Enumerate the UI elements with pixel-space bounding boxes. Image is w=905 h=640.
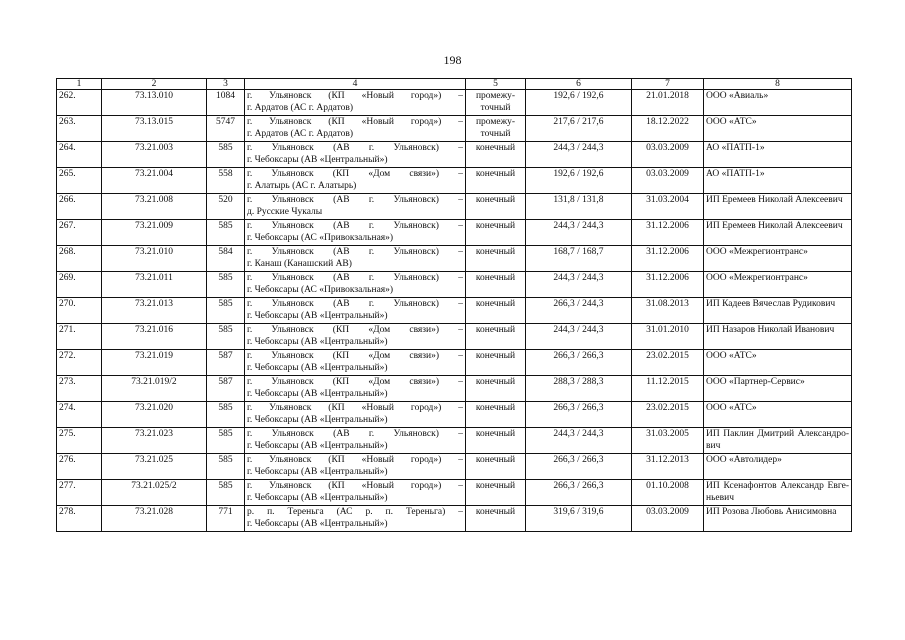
route-code: 73.21.025/2 xyxy=(102,480,207,506)
route-length: 585 xyxy=(207,454,245,480)
header-row xyxy=(57,79,852,90)
carrier-name xyxy=(704,506,852,532)
route-name-line: г. Чебоксары (АВ «Центральный») xyxy=(247,466,388,477)
row-number: 272. xyxy=(57,350,102,376)
start-date: 23.02.2015 xyxy=(632,402,704,428)
column-header: 6 xyxy=(526,79,632,90)
column-header: 8 xyxy=(704,79,852,90)
route-code: 73.21.009 xyxy=(102,220,207,246)
route-name xyxy=(245,480,466,506)
stop-type-line: конечный xyxy=(475,247,516,257)
row-number: 268. xyxy=(57,246,102,272)
row-number: 278. xyxy=(57,506,102,532)
route-name-line: г. Чебоксары (АВ «Центральный») xyxy=(247,492,388,503)
carrier-name-line: ИП Назаров Николай Иванович xyxy=(706,325,835,335)
route-code: 73.21.013 xyxy=(102,298,207,324)
column-header: 5 xyxy=(466,79,526,90)
row-number: 277. xyxy=(57,480,102,506)
route-name xyxy=(245,90,466,116)
route-name-line: г. Чебоксары (АС «Привокзальная») xyxy=(247,232,394,243)
route-name-line: г. Ульяновск (АВ г. Ульяновск) – xyxy=(247,143,463,153)
route-name-line: г. Ульяновск (КП «Дом связи») – xyxy=(247,377,463,387)
route-code: 73.13.015 xyxy=(102,116,207,142)
row-number: 270. xyxy=(57,298,102,324)
route-name-line: г. Чебоксары (АВ «Центральный») xyxy=(247,388,388,399)
stop-type xyxy=(466,168,526,194)
start-date: 31.01.2010 xyxy=(632,324,704,350)
distance: 266,3 / 244,3 xyxy=(526,298,632,324)
route-name xyxy=(245,246,466,272)
carrier-name xyxy=(704,272,852,298)
carrier-name xyxy=(704,298,852,324)
distance: 168,7 / 168,7 xyxy=(526,246,632,272)
column-header: 1 xyxy=(57,79,102,90)
route-name-line: г. Ульяновск (КП «Дом связи») – xyxy=(247,351,463,361)
carrier-name-line: вич xyxy=(706,440,721,451)
route-code: 73.21.004 xyxy=(102,168,207,194)
start-date: 18.12.2022 xyxy=(632,116,704,142)
route-name xyxy=(245,272,466,298)
table-row xyxy=(57,428,852,454)
carrier-name xyxy=(704,428,852,454)
stop-type xyxy=(466,428,526,454)
distance: 266,3 / 266,3 xyxy=(526,480,632,506)
carrier-name xyxy=(704,350,852,376)
route-name xyxy=(245,220,466,246)
stop-type-line: конечный xyxy=(475,169,516,179)
route-name-line: г. Ульяновск (АВ г. Ульяновск) – xyxy=(247,221,463,231)
route-length: 587 xyxy=(207,350,245,376)
stop-type xyxy=(466,350,526,376)
carrier-name-line: ИП Паклин Дмитрий Александро- xyxy=(706,429,849,439)
carrier-name xyxy=(704,376,852,402)
route-name-line: г. Ульяновск (КП «Дом связи») – xyxy=(247,169,463,179)
route-name-line: г. Ульяновск (АВ г. Ульяновск) – xyxy=(247,429,463,439)
route-name xyxy=(245,454,466,480)
stop-type-line: конечный xyxy=(475,273,516,283)
route-name xyxy=(245,194,466,220)
route-length: 584 xyxy=(207,246,245,272)
carrier-name-line: ИП Розова Любовь Анисимовна xyxy=(706,507,837,517)
route-length: 585 xyxy=(207,324,245,350)
column-header: 3 xyxy=(207,79,245,90)
start-date: 03.03.2009 xyxy=(632,506,704,532)
route-name-line: г. Ульяновск (АВ г. Ульяновск) – xyxy=(247,273,463,283)
carrier-name-line: ООО «Автолидер» xyxy=(706,455,782,465)
stop-type xyxy=(466,506,526,532)
route-name xyxy=(245,116,466,142)
route-name xyxy=(245,350,466,376)
column-header: 7 xyxy=(632,79,704,90)
route-length: 558 xyxy=(207,168,245,194)
start-date: 11.12.2015 xyxy=(632,376,704,402)
route-name-line: г. Ульяновск (КП «Новый город») – xyxy=(247,455,463,465)
route-length: 585 xyxy=(207,220,245,246)
route-name-line: г. Чебоксары (АВ «Центральный») xyxy=(247,310,388,321)
stop-type xyxy=(466,246,526,272)
table-row xyxy=(57,506,852,532)
route-name-line: г. Ардатов (АС г. Ардатов) xyxy=(247,102,354,113)
route-length: 585 xyxy=(207,402,245,428)
route-name-line: г. Чебоксары (АВ «Центральный») xyxy=(247,440,388,451)
route-name-line: г. Ульяновск (КП «Новый город») – xyxy=(247,117,463,127)
carrier-name xyxy=(704,142,852,168)
route-name-line: г. Ульяновск (КП «Дом связи») – xyxy=(247,325,463,335)
route-name-line: г. Ульяновск (КП «Новый город») – xyxy=(247,403,463,413)
route-name-line: г. Ульяновск (АВ г. Ульяновск) – xyxy=(247,299,463,309)
row-number: 271. xyxy=(57,324,102,350)
stop-type-line: конечный xyxy=(475,481,516,491)
carrier-name xyxy=(704,168,852,194)
route-name-line: г. Чебоксары (АС «Привокзальная») xyxy=(247,284,394,295)
table-row xyxy=(57,246,852,272)
distance: 217,6 / 217,6 xyxy=(526,116,632,142)
table-row xyxy=(57,194,852,220)
stop-type xyxy=(466,272,526,298)
route-name-line: г. Канаш (Канашский АВ) xyxy=(247,258,352,269)
routes-table xyxy=(56,78,852,532)
table-row xyxy=(57,298,852,324)
route-code: 73.21.011 xyxy=(102,272,207,298)
route-length: 585 xyxy=(207,428,245,454)
table-row xyxy=(57,376,852,402)
carrier-name xyxy=(704,194,852,220)
route-name-line: г. Чебоксары (АВ «Центральный») xyxy=(247,154,388,165)
carrier-name-line: ООО «Межрегионтранс» xyxy=(706,273,808,283)
route-code: 73.21.019/2 xyxy=(102,376,207,402)
route-length: 5747 xyxy=(207,116,245,142)
start-date: 23.02.2015 xyxy=(632,350,704,376)
distance: 244,3 / 244,3 xyxy=(526,220,632,246)
route-name-line: г. Чебоксары (АВ «Центральный») xyxy=(247,518,388,529)
route-name-line: г. Ульяновск (КП «Новый город») – xyxy=(247,481,463,491)
carrier-name xyxy=(704,90,852,116)
start-date: 03.03.2009 xyxy=(632,142,704,168)
route-name-line: г. Ульяновск (АВ г. Ульяновск) – xyxy=(247,195,463,205)
start-date: 31.03.2004 xyxy=(632,194,704,220)
stop-type-line: конечный xyxy=(475,429,516,439)
carrier-name-line: ООО «Межрегионтранс» xyxy=(706,247,808,257)
stop-type-line: точный xyxy=(480,102,511,113)
row-number: 264. xyxy=(57,142,102,168)
route-code: 73.21.010 xyxy=(102,246,207,272)
stop-type xyxy=(466,298,526,324)
stop-type-line: точный xyxy=(480,128,511,139)
route-code: 73.21.016 xyxy=(102,324,207,350)
carrier-name xyxy=(704,454,852,480)
route-length: 585 xyxy=(207,142,245,168)
route-name xyxy=(245,142,466,168)
carrier-name-line: ООО «Авиаль» xyxy=(706,91,769,101)
carrier-name-line: ИП Еремеев Николай Алексеевич xyxy=(706,195,843,205)
route-name-line: г. Чебоксары (АВ «Центральный») xyxy=(247,336,388,347)
row-number: 273. xyxy=(57,376,102,402)
start-date: 31.12.2013 xyxy=(632,454,704,480)
start-date: 31.12.2006 xyxy=(632,246,704,272)
route-name-line: г. Чебоксары (АВ «Центральный») xyxy=(247,414,388,425)
table-row xyxy=(57,168,852,194)
stop-type-line: конечный xyxy=(475,377,516,387)
page-number: 198 xyxy=(443,53,462,67)
stop-type xyxy=(466,324,526,350)
carrier-name-line: ООО «АТС» xyxy=(706,351,757,361)
row-number: 274. xyxy=(57,402,102,428)
start-date: 03.03.2009 xyxy=(632,168,704,194)
carrier-name-line: АО «ПАТП-1» xyxy=(706,143,765,153)
carrier-name-line: ньевич xyxy=(706,492,734,503)
table-row xyxy=(57,272,852,298)
table-row xyxy=(57,480,852,506)
route-name xyxy=(245,428,466,454)
stop-type xyxy=(466,90,526,116)
row-number: 266. xyxy=(57,194,102,220)
route-name-line: д. Русские Чукалы xyxy=(247,206,323,217)
distance: 288,3 / 288,3 xyxy=(526,376,632,402)
carrier-name xyxy=(704,246,852,272)
carrier-name-line: ИП Ксенафонтов Александр Евге- xyxy=(706,481,849,491)
stop-type xyxy=(466,454,526,480)
route-name-line: г. Ардатов (АС г. Ардатов) xyxy=(247,128,354,139)
stop-type xyxy=(466,402,526,428)
carrier-name xyxy=(704,324,852,350)
route-length: 585 xyxy=(207,272,245,298)
start-date: 31.03.2005 xyxy=(632,428,704,454)
distance: 244,3 / 244,3 xyxy=(526,272,632,298)
route-code: 73.21.019 xyxy=(102,350,207,376)
start-date: 31.12.2006 xyxy=(632,220,704,246)
route-name xyxy=(245,402,466,428)
start-date: 21.01.2018 xyxy=(632,90,704,116)
distance: 244,3 / 244,3 xyxy=(526,324,632,350)
start-date: 01.10.2008 xyxy=(632,480,704,506)
route-code: 73.21.025 xyxy=(102,454,207,480)
route-name xyxy=(245,298,466,324)
table-row xyxy=(57,402,852,428)
route-code: 73.13.010 xyxy=(102,90,207,116)
table-row xyxy=(57,142,852,168)
row-number: 262. xyxy=(57,90,102,116)
stop-type-line: конечный xyxy=(475,351,516,361)
route-name-line: г. Алатырь (АС г. Алатырь) xyxy=(247,180,357,191)
route-length: 585 xyxy=(207,298,245,324)
carrier-name xyxy=(704,220,852,246)
row-number: 275. xyxy=(57,428,102,454)
carrier-name xyxy=(704,402,852,428)
stop-type-line: промежу- xyxy=(475,91,516,101)
route-name xyxy=(245,324,466,350)
stop-type xyxy=(466,142,526,168)
route-name-line: р. п. Тереньга (АС р. п. Тереньга) – xyxy=(247,507,463,517)
carrier-name-line: ООО «Партнер-Сервис» xyxy=(706,377,805,387)
route-name-line: г. Чебоксары (АВ «Центральный») xyxy=(247,362,388,373)
distance: 244,3 / 244,3 xyxy=(526,142,632,168)
distance: 266,3 / 266,3 xyxy=(526,350,632,376)
distance: 244,3 / 244,3 xyxy=(526,428,632,454)
stop-type-line: конечный xyxy=(475,403,516,413)
stop-type-line: конечный xyxy=(475,507,516,517)
stop-type-line: конечный xyxy=(475,221,516,231)
stop-type-line: конечный xyxy=(475,325,516,335)
route-length: 771 xyxy=(207,506,245,532)
stop-type-line: конечный xyxy=(475,143,516,153)
carrier-name-line: ООО «АТС» xyxy=(706,117,757,127)
stop-type-line: конечный xyxy=(475,195,516,205)
row-number: 276. xyxy=(57,454,102,480)
route-length: 587 xyxy=(207,376,245,402)
route-length: 1084 xyxy=(207,90,245,116)
stop-type xyxy=(466,220,526,246)
route-name-line: г. Ульяновск (АВ г. Ульяновск) – xyxy=(247,247,463,257)
stop-type-line: конечный xyxy=(475,299,516,309)
table-row xyxy=(57,350,852,376)
distance: 319,6 / 319,6 xyxy=(526,506,632,532)
stop-type xyxy=(466,116,526,142)
stop-type-line: конечный xyxy=(475,455,516,465)
row-number: 269. xyxy=(57,272,102,298)
route-code: 73.21.008 xyxy=(102,194,207,220)
table-row xyxy=(57,454,852,480)
stop-type xyxy=(466,376,526,402)
route-length: 520 xyxy=(207,194,245,220)
table-row xyxy=(57,324,852,350)
stop-type xyxy=(466,480,526,506)
route-code: 73.21.020 xyxy=(102,402,207,428)
distance: 131,8 / 131,8 xyxy=(526,194,632,220)
distance: 192,6 / 192,6 xyxy=(526,90,632,116)
route-code: 73.21.003 xyxy=(102,142,207,168)
carrier-name-line: ИП Кадеев Вячеслав Рудикович xyxy=(706,299,836,309)
row-number: 267. xyxy=(57,220,102,246)
distance: 192,6 / 192,6 xyxy=(526,168,632,194)
stop-type xyxy=(466,194,526,220)
row-number: 263. xyxy=(57,116,102,142)
carrier-name-line: АО «ПАТП-1» xyxy=(706,169,765,179)
distance: 266,3 / 266,3 xyxy=(526,402,632,428)
column-header: 4 xyxy=(245,79,466,90)
start-date: 31.08.2013 xyxy=(632,298,704,324)
table-row xyxy=(57,90,852,116)
route-code: 73.21.023 xyxy=(102,428,207,454)
carrier-name xyxy=(704,480,852,506)
table-body xyxy=(57,90,852,532)
route-name xyxy=(245,506,466,532)
route-length: 585 xyxy=(207,480,245,506)
start-date: 31.12.2006 xyxy=(632,272,704,298)
route-name xyxy=(245,168,466,194)
table-row xyxy=(57,116,852,142)
distance: 266,3 / 266,3 xyxy=(526,454,632,480)
route-name xyxy=(245,376,466,402)
route-name-line: г. Ульяновск (КП «Новый город») – xyxy=(247,91,463,101)
table-row xyxy=(57,220,852,246)
stop-type-line: промежу- xyxy=(475,117,516,127)
column-header: 2 xyxy=(102,79,207,90)
route-code: 73.21.028 xyxy=(102,506,207,532)
carrier-name-line: ИП Еремеев Николай Алексеевич xyxy=(706,221,843,231)
carrier-name xyxy=(704,116,852,142)
row-number: 265. xyxy=(57,168,102,194)
carrier-name-line: ООО «АТС» xyxy=(706,403,757,413)
